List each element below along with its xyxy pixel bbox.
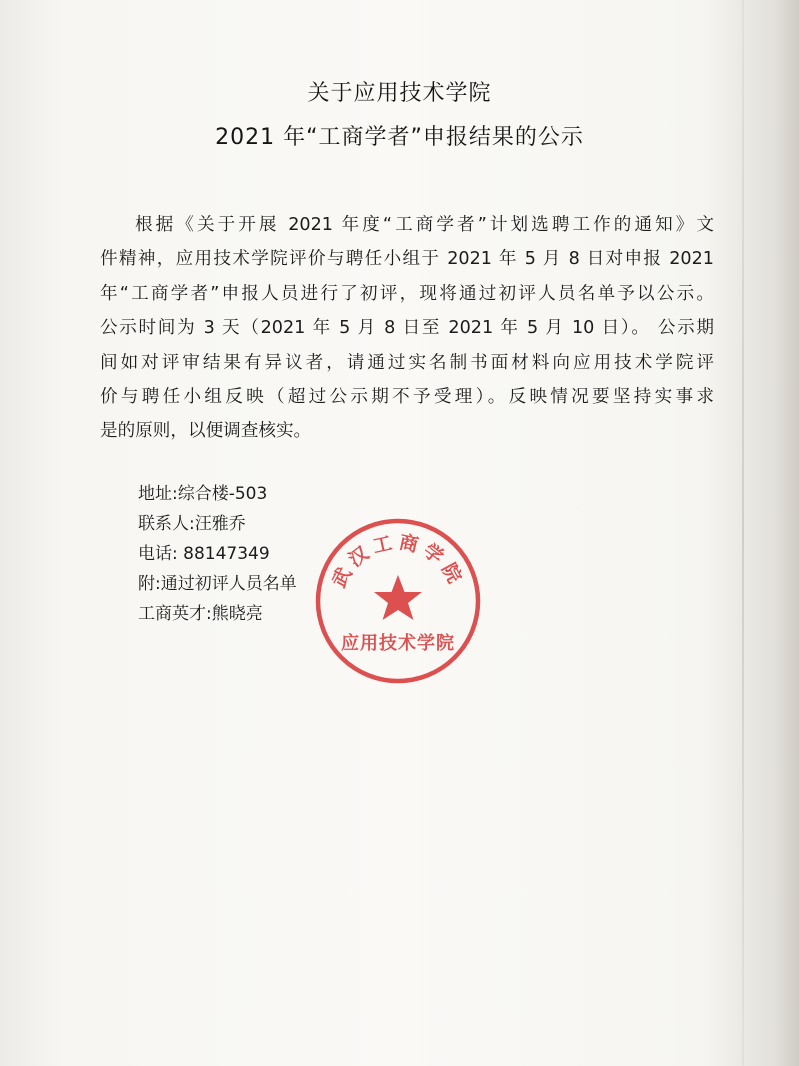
body-line-4: 公示时间为 3 天（2021 年 5 月 8 日至 2021 年 5 月 10 日）。 公示期 (100, 318, 714, 339)
contact-block (138, 479, 297, 629)
contact-person: 联系人:汪雅乔 (138, 514, 246, 534)
official-seal-stamp (312, 515, 484, 687)
contact-address: 地址:综合楼-503 (138, 484, 268, 504)
document-body (100, 208, 714, 449)
body-line-3: 年“工商学者”申报人员进行了初评，现将通过初评人员名单予以公示。 (100, 283, 714, 304)
body-line-2: 件精神，应用技术学院评价与聘任小组于 2021 年 5 月 8 日对申报 2021 (100, 249, 714, 270)
seal-star-icon (374, 575, 422, 620)
document-title-line-2: 2021 年“工商学者”申报结果的公示 (215, 125, 584, 150)
document-title-line-1: 关于应用技术学院 (307, 81, 492, 106)
contact-talent: 工商英才:熊晓亮 (138, 604, 263, 624)
body-line-5: 间如对评审结果有异议者，请通过实名制书面材料向应用技术学院评 (100, 352, 714, 373)
seal-top-text: 武汉工商学院 (328, 531, 468, 592)
body-line-6: 价与聘任小组反映（超过公示期不予受理）。反映情况要坚持实事求 (100, 387, 714, 408)
seal-bottom-text: 应用技术学院 (341, 633, 455, 654)
contact-attachment: 附:通过初评人员名单 (138, 574, 297, 594)
contact-phone: 电话: 88147349 (138, 544, 270, 564)
paper-fold-shadow (742, 0, 744, 1066)
body-line-7: 是的原则，以便调查核实。 (100, 421, 312, 442)
body-line-1: 根据《关于开展 2021 年度“工商学者”计划选聘工作的通知》文 (135, 215, 714, 235)
